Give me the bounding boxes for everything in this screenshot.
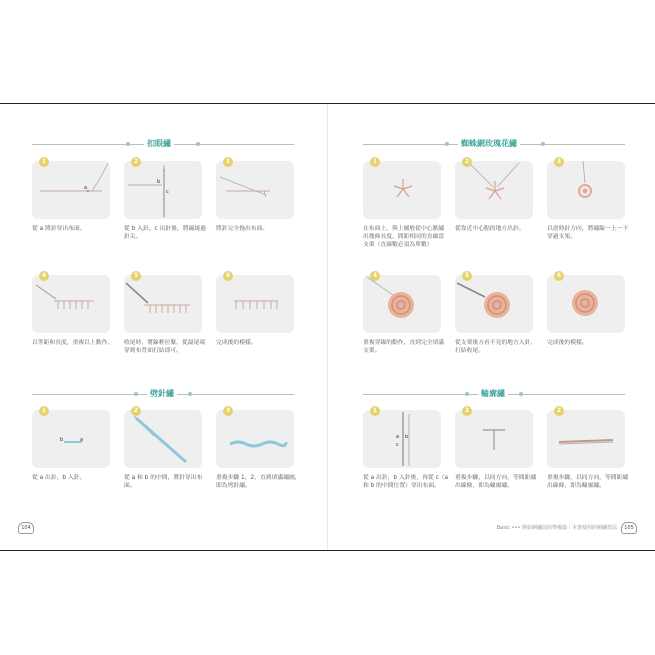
step-caption: 在布面上，與上圖般從中心點繡出幾條長度、間距相同的直線當支架（直線數必須為單數） [363,226,445,248]
step-number: 2 [462,157,472,167]
book-spread [0,103,655,551]
step-number: 2 [554,406,564,416]
step-photo [547,161,625,219]
stitch-illustration [32,275,110,333]
step-photo [363,275,441,333]
stitch-illustration [32,410,110,468]
step-photo [547,410,625,468]
paw-icon: 105 [621,522,637,534]
point-label: a [80,437,84,443]
right-page-number [621,522,637,534]
stitch-illustration [547,275,625,333]
step-caption: 收尾時，將線輕拉緊，從最尾端穿到布背面打結即可。 [124,340,206,354]
step-caption: 以等距和長度，重複以上動作。 [32,340,114,346]
step-caption: 從 a 將針穿出布面。 [32,226,86,232]
stitch-illustration [455,410,533,468]
section-title: 扣眼繡 [144,138,174,150]
step-number: 3 [223,406,233,416]
step-photo [216,410,294,468]
step-photo [455,410,533,468]
step-caption: 從靠近中心點的地方出針。 [455,226,525,232]
step-number: 1 [39,157,49,167]
step-number: 3 [554,157,564,167]
stitch-illustration [455,275,533,333]
step-caption: 完成後的模樣。 [216,340,257,346]
step-photo [216,161,294,219]
step-photo [32,161,110,219]
step-photo [124,161,202,219]
stitch-illustration [124,410,202,468]
step-number: 5 [131,271,141,281]
stitch-illustration [547,161,625,219]
stitch-illustration [363,275,441,333]
step-caption: 重複步驟，以同方向，等間距繡出線條，即為輪廓繡。 [547,475,629,489]
step-number: 6 [554,271,564,281]
step-number: 5 [462,271,472,281]
step-number: 1 [39,406,49,416]
point-label: a [396,434,400,440]
left-page-number [18,522,34,534]
step-number: 2 [131,157,141,167]
step-number: 4 [39,271,49,281]
step-photo [547,275,625,333]
needle-illustration [124,161,202,219]
step-number: 1 [370,406,380,416]
step-number: 3 [223,157,233,167]
step-number: 2 [131,406,141,416]
step-caption: 以逆時針方向，將繡線一上一下穿過支架。 [547,226,629,240]
step-caption: 重複步驟 1，2，直到填滿繡圖，即為劈針繡。 [216,475,301,489]
step-photo [32,275,110,333]
step-photo [363,161,441,219]
step-photo [363,410,441,468]
point-label: b [60,437,64,443]
header-dot [519,392,523,396]
step-number: 6 [223,271,233,281]
header-dot [445,142,449,146]
step-caption: 完成後的模樣。 [547,340,588,346]
step-photo [455,161,533,219]
step-photo [124,410,202,468]
point-label: c [396,442,399,448]
page-fold [327,104,328,550]
step-photo [455,275,533,333]
step-number: 2 [462,406,472,416]
section-title: 輪廓繡 [478,388,508,400]
step-number: 1 [370,157,380,167]
step-caption: 將針完全拖出布面。 [216,226,269,232]
header-dot [541,142,545,146]
step-caption: 從支架後方看不見的地方入針，打結收尾。 [455,340,537,354]
section-title: 蜘蛛網玫瑰花繡 [458,138,520,150]
header-dot [188,392,192,396]
header-dot [126,142,130,146]
step-number: 4 [370,271,380,281]
section-header-stem-stitch [363,388,625,400]
step-caption: 從 a 出針，b 入針後，再從 c（a 和 b 的中間位置）穿出布面。 [363,475,449,489]
stitch-illustration [363,410,441,468]
point-label: b [405,434,409,440]
header-dot [134,392,138,396]
section-title: 劈針繡 [147,388,177,400]
section-header-buttonhole [32,138,294,150]
step-photo [124,275,202,333]
stitch-illustration [124,275,202,333]
needle-illustration [32,161,110,219]
step-photo [216,275,294,333]
step-caption: 從 a 出針，b 入針。 [32,475,86,481]
stitch-illustration [455,161,533,219]
header-dot [196,142,200,146]
header-dot [465,392,469,396]
section-header-split-stitch [32,388,294,400]
stitch-illustration [216,275,294,333]
running-footer: Basic ••• 開始刺繡前的準備篇｜本書使用的刺繡技法 [496,525,617,531]
section-header-spiderweb-rose [363,138,625,150]
step-photo [32,410,110,468]
stitch-illustration [216,410,294,468]
stitch-illustration [547,410,625,468]
point-label: c [166,189,169,195]
step-caption: 從 a 和 b 的中間，將針穿出布面。 [124,475,203,489]
stitch-illustration [363,161,441,219]
point-label: a [84,185,88,191]
step-caption: 重複穿線的動作，直到完全填滿支架。 [363,340,445,354]
point-label: b [157,179,161,185]
step-caption: 從 b 入針、c 出針後，將線繞過針尖。 [124,226,206,240]
paw-icon: 104 [18,522,34,534]
needle-illustration [216,161,294,219]
step-caption: 重複步驟，以同方向，等間距繡出線條，即為輪廓繡。 [455,475,537,489]
